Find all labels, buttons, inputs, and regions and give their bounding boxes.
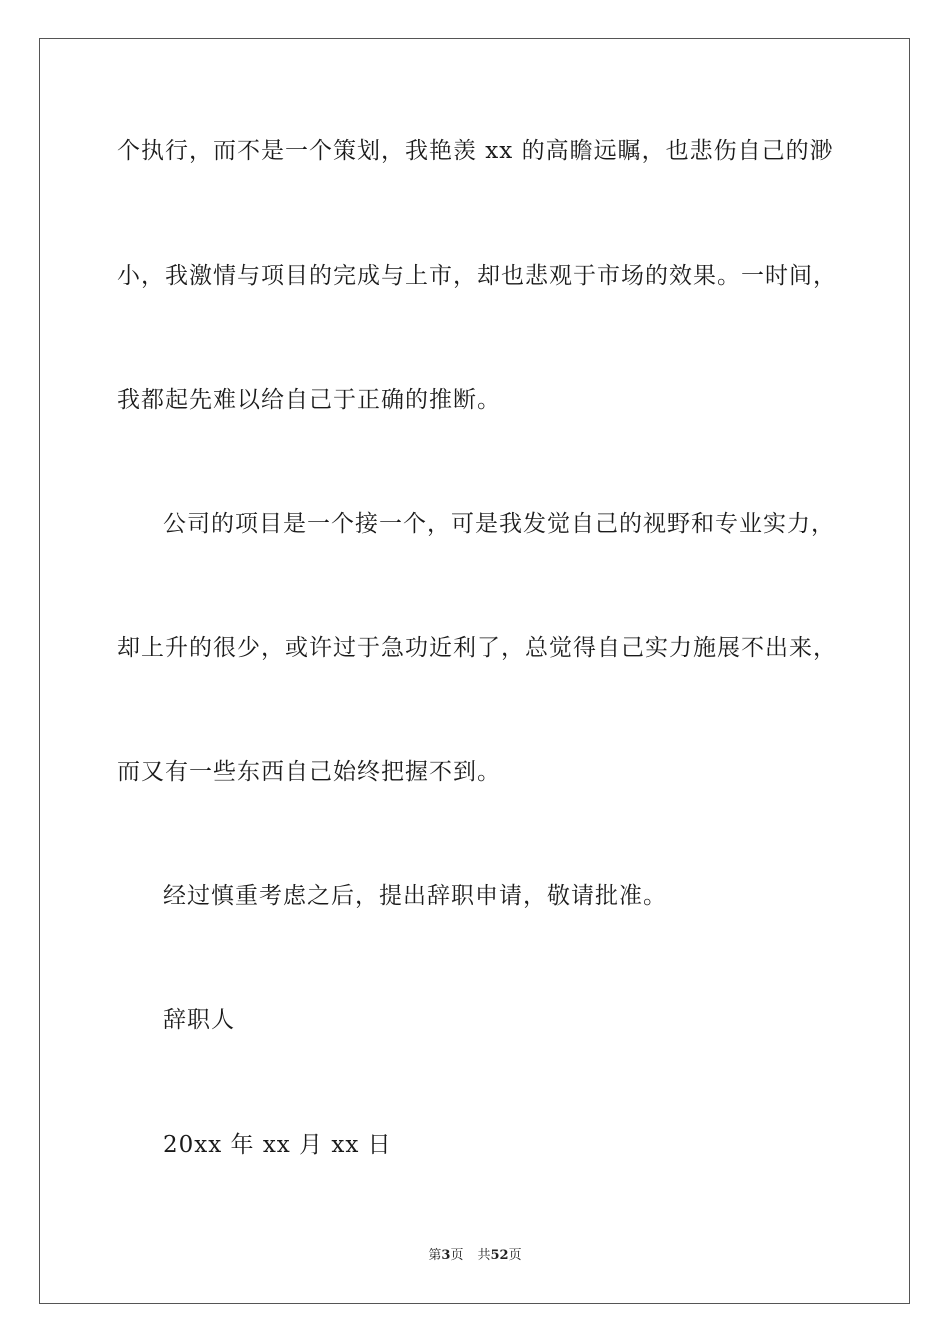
signature-label: 辞职人: [163, 1007, 235, 1033]
page-prefix: 第: [428, 1248, 442, 1263]
date-line: 20xx 年 xx 月 xx 日: [163, 1132, 392, 1158]
total-prefix: 共: [477, 1248, 491, 1263]
paragraph-line: 公司的项目是一个接一个，可是我发觉自己的视野和专业实力，: [163, 511, 835, 537]
paragraph-line: 却上升的很少，或许过于急功近利了，总觉得自己实力施展不出来，: [117, 635, 837, 661]
total-suffix: 页: [508, 1248, 522, 1263]
paragraph-line: 小，我激情与项目的完成与上市，却也悲观于市场的效果。一时间，: [117, 263, 837, 289]
paragraph-line: 而又有一些东西自己始终把握不到。: [117, 759, 501, 785]
page-current: 3: [441, 1248, 451, 1263]
page-suffix: 页: [450, 1248, 464, 1263]
paragraph-line: 我都起先难以给自己于正确的推断。: [117, 387, 501, 413]
paragraph-line: 经过慎重考虑之后，提出辞职申请，敬请批准。: [163, 883, 667, 909]
page-footer: [0, 1247, 950, 1265]
page-border: [39, 38, 910, 1304]
paragraph-line: 个执行，而不是一个策划，我艳羡 xx 的高瞻远瞩，也悲伤自己的渺: [117, 138, 834, 164]
page-total: 52: [490, 1248, 509, 1263]
